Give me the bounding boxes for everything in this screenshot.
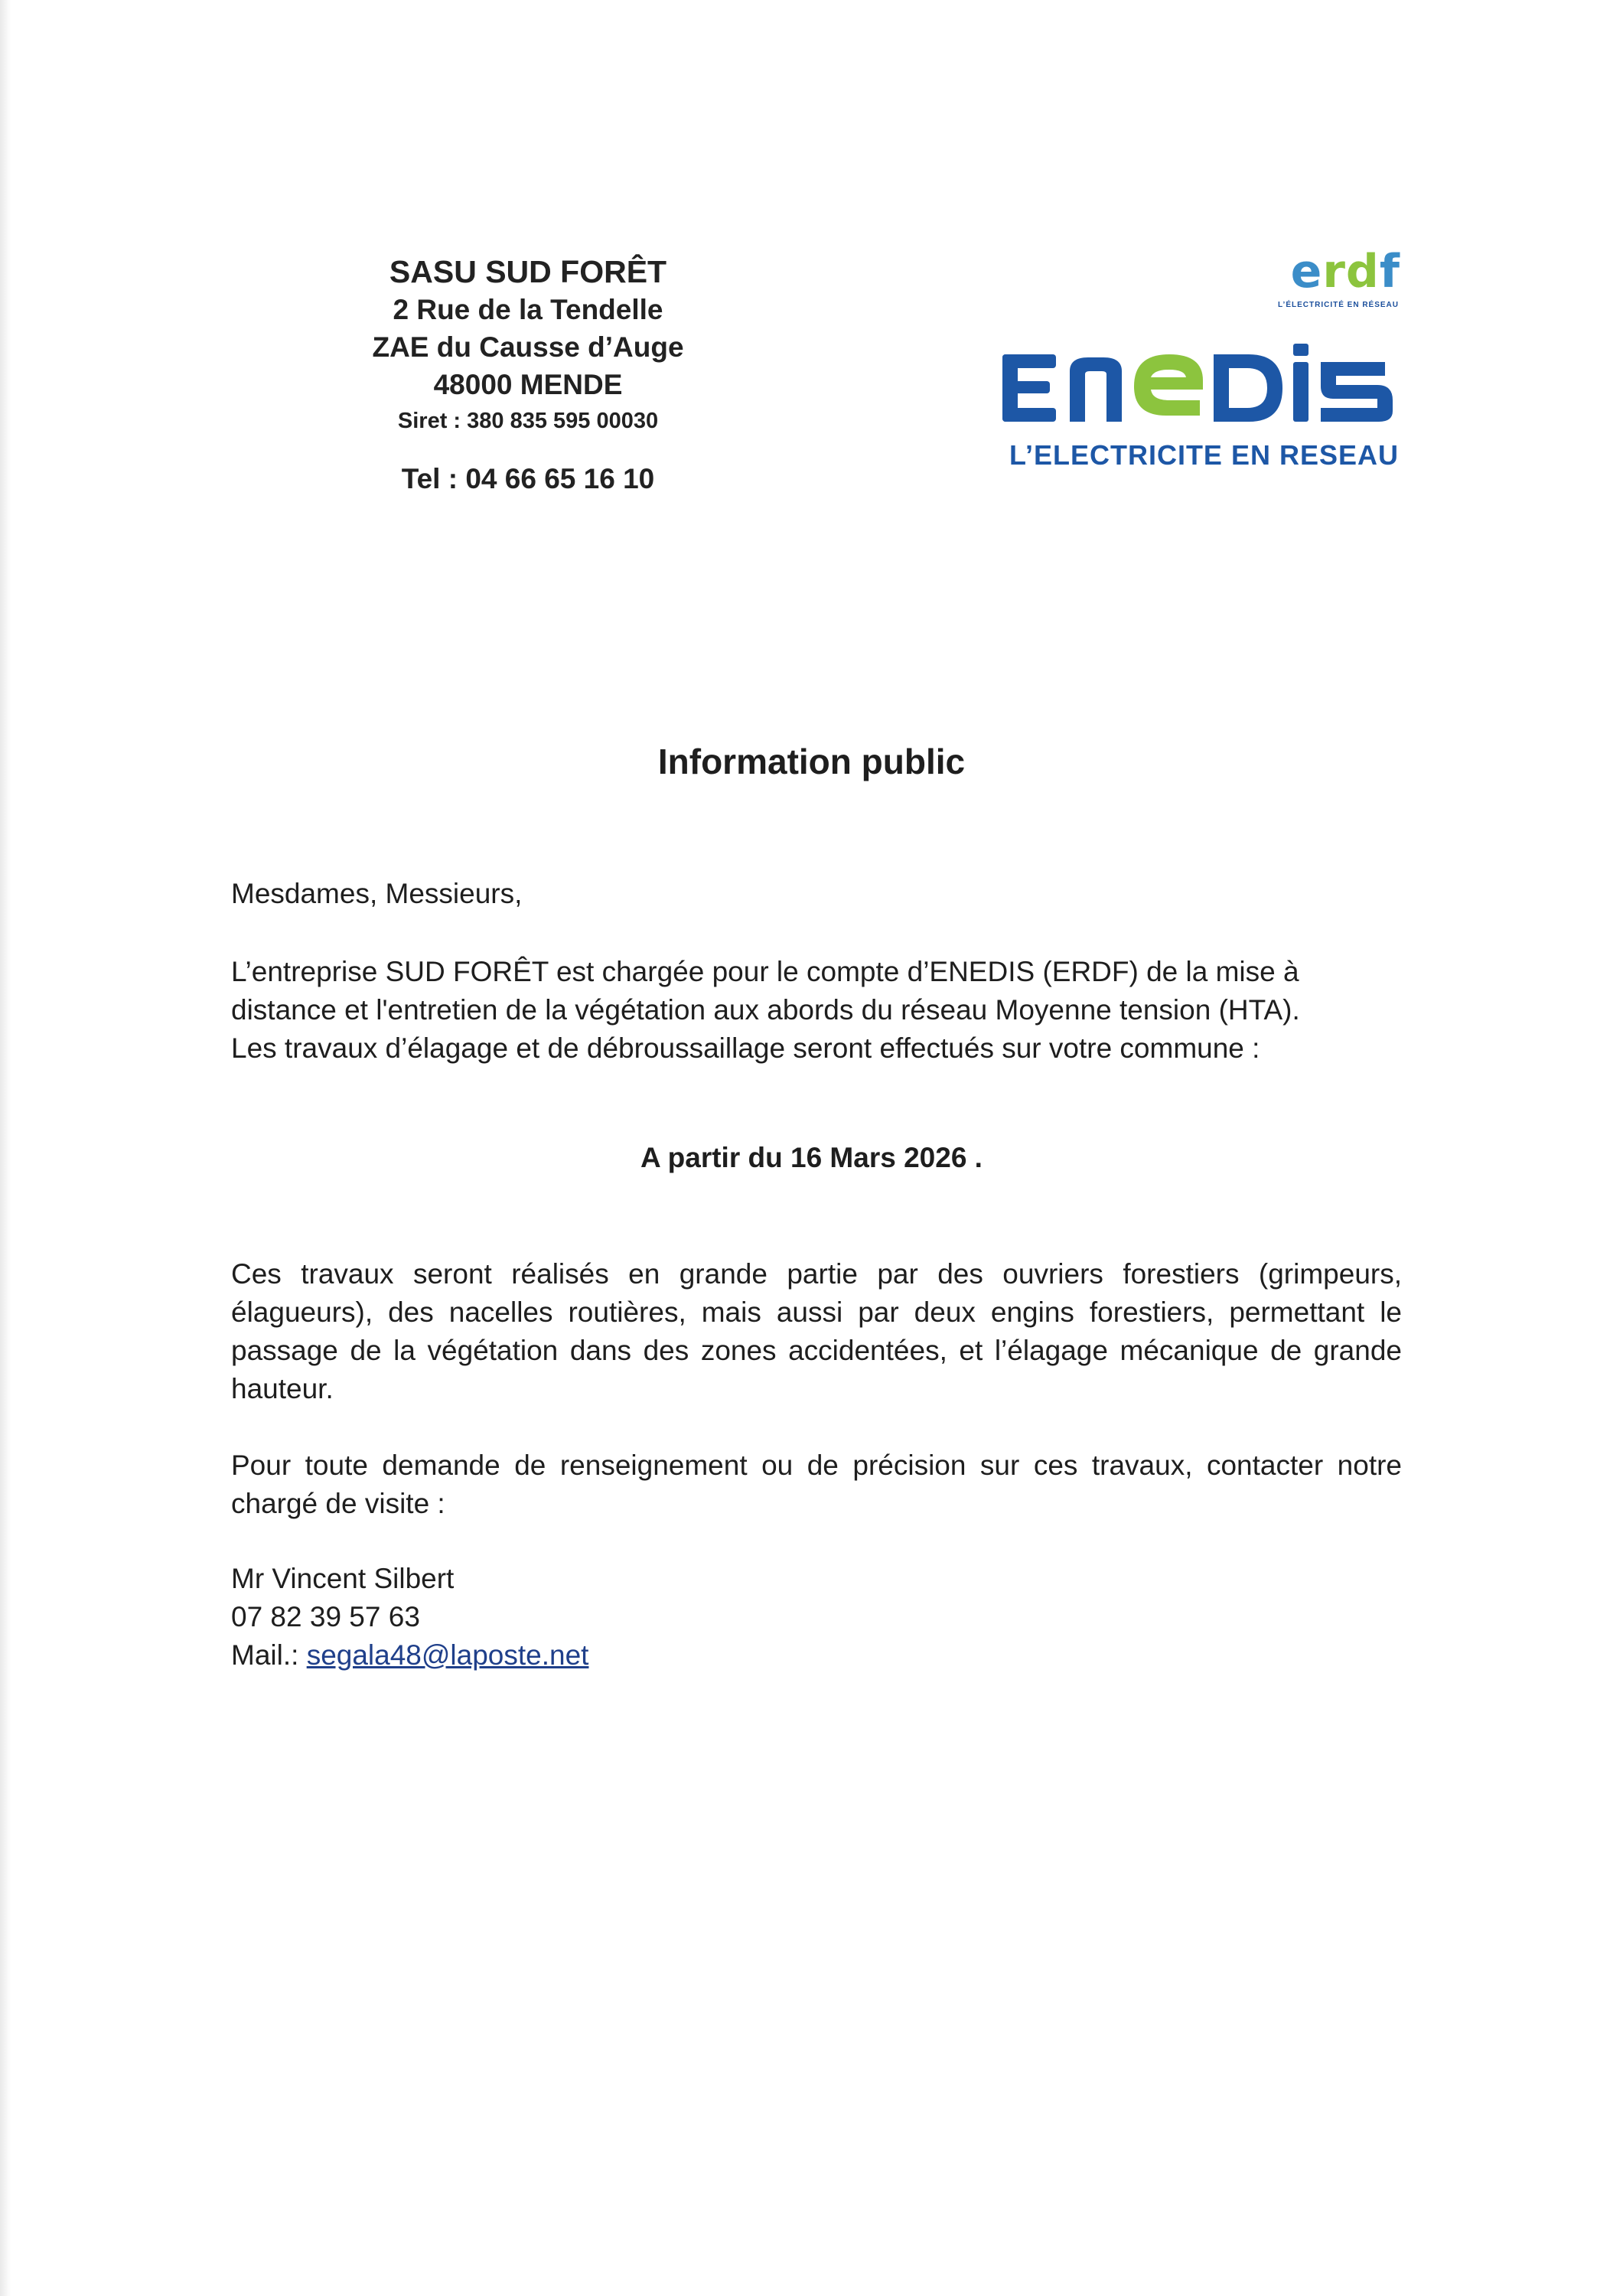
start-date: A partir du 16 Mars 2026 . xyxy=(640,1142,983,1173)
enedis-wordmark-logo xyxy=(1002,341,1408,425)
intro-line-2: Les travaux d’élagage et de débroussaillage seront effectués sur votre commune : xyxy=(231,1032,1260,1064)
enedis-erdf-logo xyxy=(995,245,1408,478)
erdf-logo: erdf xyxy=(1290,245,1400,298)
works-paragraph: Ces travaux seront réalisés en grande partie par des ouvriers forestiers (grimpeurs, élagueurs), des nacelles routières, mais aussi par deux engins forestiers, permettant le passage de la végétation dans des zones accidentées, et l’élagage mécanique de grande hauteur. xyxy=(231,1258,1402,1404)
enedis-tagline: L’ELECTRICITE EN RESEAU xyxy=(1009,439,1399,471)
contact-mail-row xyxy=(231,1636,1402,1675)
contact-name: Mr Vincent Silbert xyxy=(231,1563,455,1594)
sender-siret: Siret : 380 835 595 00030 xyxy=(397,409,659,433)
erdf-tagline: L’ÉLECTRICITÉ EN RÉSEAU xyxy=(1277,301,1399,309)
sender-address-2: ZAE du Causse d’Auge xyxy=(372,331,684,363)
sender-tel: Tel : 04 66 65 16 10 xyxy=(401,463,655,494)
email-link[interactable]: segala48@laposte.net xyxy=(306,1639,589,1671)
contact-block xyxy=(231,1560,1402,1675)
page-title: Information public xyxy=(657,742,966,781)
intro-paragraph xyxy=(231,953,1402,1068)
sender-address-1: 2 Rue de la Tendelle xyxy=(393,294,663,325)
greeting: Mesdames, Messieurs, xyxy=(231,878,523,909)
mail-label: Mail.: xyxy=(231,1639,307,1671)
sender-city: 48000 MENDE xyxy=(433,369,623,400)
contact-phone: 07 82 39 57 63 xyxy=(231,1601,420,1632)
contact-paragraph: Pour toute demande de renseignement ou de précision sur ces travaux, contacter notre chargé de visite : xyxy=(231,1450,1402,1519)
sender-company: SASU SUD FORÊT xyxy=(389,254,667,289)
sender-block xyxy=(329,253,727,498)
intro-line-1: L’entreprise SUD FORÊT est chargée pour le compte d’ENEDIS (ERDF) de la mise à distance et l'entretien de la végétation aux abords du réseau Moyenne tension (HTA). xyxy=(231,956,1300,1026)
